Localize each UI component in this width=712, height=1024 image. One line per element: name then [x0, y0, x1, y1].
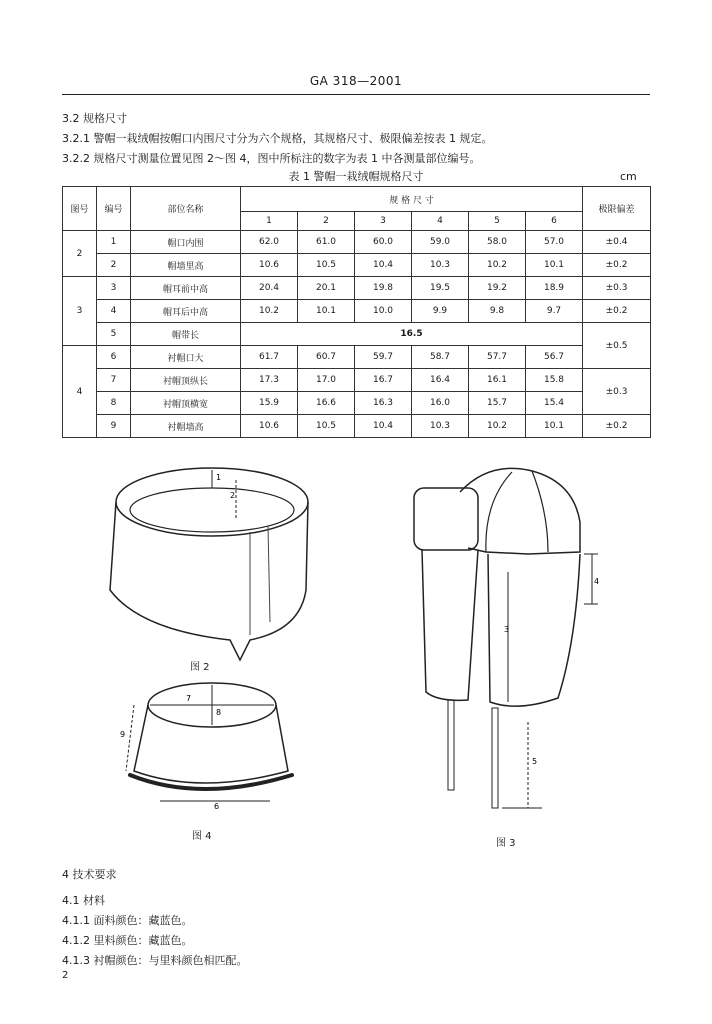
cell-name: 衬帽口大 [131, 346, 241, 369]
fig3-label-5: 5 [532, 757, 538, 766]
cell-value: 59.7 [355, 346, 412, 369]
cell-value: 10.2 [469, 415, 526, 438]
header-spec-col: 1 [241, 212, 298, 231]
section-4-title: 4 技术要求 [62, 868, 117, 881]
cell-tol: ±0.2 [583, 415, 651, 438]
fig2-label-2: 2 [230, 491, 236, 500]
document-header: GA 318—2001 [309, 74, 403, 88]
cell-value: 15.7 [469, 392, 526, 415]
cell-fig: 4 [63, 346, 97, 438]
figure-2-band [100, 460, 320, 673]
cell-tol: ±0.3 [583, 277, 651, 300]
cell-fig: 3 [63, 277, 97, 346]
header-tolerance: 极限偏差 [583, 187, 651, 231]
cell-value: 57.0 [526, 231, 583, 254]
table-row [63, 369, 651, 392]
cell-value: 19.2 [469, 277, 526, 300]
cell-value: 10.3 [412, 415, 469, 438]
header-spec-group: 规 格 尺 寸 [241, 187, 583, 212]
cell-value: 15.8 [526, 369, 583, 392]
cell-tol: ±0.2 [583, 300, 651, 323]
figure-4-caption: 图 4 [192, 831, 212, 842]
cell-value: 10.5 [298, 254, 355, 277]
hat-band-drawing [100, 460, 320, 660]
header-spec-col: 2 [298, 212, 355, 231]
cell-tol: ±0.5 [583, 323, 651, 369]
table-row [63, 254, 651, 277]
table-row [63, 300, 651, 323]
header-rule [62, 94, 650, 95]
fig4-label-8: 8 [216, 708, 222, 717]
cell-value: 10.1 [526, 254, 583, 277]
cell-no: 7 [97, 369, 131, 392]
table-unit: cm [620, 170, 637, 183]
cell-value: 15.4 [526, 392, 583, 415]
table-caption: 表 1 警帽一栽绒帽规格尺寸 [288, 170, 424, 183]
cell-value: 10.1 [526, 415, 583, 438]
cell-value: 10.2 [241, 300, 298, 323]
cell-name: 衬帽墙高 [131, 415, 241, 438]
header-spec-col: 3 [355, 212, 412, 231]
fig4-label-9: 9 [120, 730, 126, 739]
cell-tol: ±0.3 [583, 369, 651, 415]
cell-value: 10.4 [355, 415, 412, 438]
cell-name: 衬帽顶横宽 [131, 392, 241, 415]
cell-value: 19.5 [412, 277, 469, 300]
cell-value: 60.0 [355, 231, 412, 254]
paragraph-4-1-1: 4.1.1 面料颜色：藏蓝色。 [62, 914, 193, 927]
cell-value-merged: 16.5 [241, 323, 583, 346]
cell-value: 15.9 [241, 392, 298, 415]
cell-value: 20.4 [241, 277, 298, 300]
cell-value: 16.3 [355, 392, 412, 415]
cell-value: 10.6 [241, 415, 298, 438]
header-spec-col: 4 [412, 212, 469, 231]
cell-no: 3 [97, 277, 131, 300]
cell-value: 58.7 [412, 346, 469, 369]
cell-value: 10.5 [298, 415, 355, 438]
figure-2-caption: 图 2 [190, 662, 210, 673]
cell-name: 帽口内围 [131, 231, 241, 254]
cell-value: 56.7 [526, 346, 583, 369]
header-item-no: 编号 [97, 187, 131, 231]
cell-value: 17.3 [241, 369, 298, 392]
cell-value: 10.1 [298, 300, 355, 323]
header-spec-col: 6 [526, 212, 583, 231]
cell-name: 衬帽顶纵长 [131, 369, 241, 392]
cell-value: 10.3 [412, 254, 469, 277]
cell-no: 5 [97, 323, 131, 346]
cell-value: 16.4 [412, 369, 469, 392]
cell-value: 61.7 [241, 346, 298, 369]
cell-value: 19.8 [355, 277, 412, 300]
cell-value: 61.0 [298, 231, 355, 254]
figure-4-lining [120, 675, 300, 842]
table-row [63, 392, 651, 415]
cell-tol: ±0.4 [583, 231, 651, 254]
cell-value: 17.0 [298, 369, 355, 392]
table-row [63, 346, 651, 369]
table-row [63, 231, 651, 254]
cell-value: 10.6 [241, 254, 298, 277]
cell-name: 帽带长 [131, 323, 241, 346]
fig4-label-6: 6 [214, 802, 220, 811]
section-3-2-title: 3.2 规格尺寸 [62, 112, 127, 125]
page-number: 2 [62, 970, 69, 981]
cell-value: 18.9 [526, 277, 583, 300]
cell-value: 16.7 [355, 369, 412, 392]
cell-no: 6 [97, 346, 131, 369]
cell-value: 59.0 [412, 231, 469, 254]
cell-value: 10.2 [469, 254, 526, 277]
cell-value: 62.0 [241, 231, 298, 254]
cell-value: 16.6 [298, 392, 355, 415]
spec-table [62, 186, 651, 438]
cell-tol: ±0.2 [583, 254, 651, 277]
cell-name: 帽耳前中高 [131, 277, 241, 300]
cell-name: 帽耳后中高 [131, 300, 241, 323]
cell-value: 9.8 [469, 300, 526, 323]
lining-cap-drawing [120, 675, 300, 810]
header-spec-col: 5 [469, 212, 526, 231]
cell-value: 10.0 [355, 300, 412, 323]
table-row [63, 323, 651, 346]
fig2-label-1: 1 [216, 473, 222, 482]
cell-value: 58.0 [469, 231, 526, 254]
paragraph-3-2-1: 3.2.1 警帽一栽绒帽按帽口内围尺寸分为六个规格，其规格尺寸、极限偏差按表 1 规定。 [62, 132, 493, 145]
cell-value: 9.9 [412, 300, 469, 323]
cap-with-flaps-drawing [408, 462, 608, 834]
cell-value: 57.7 [469, 346, 526, 369]
cell-no: 4 [97, 300, 131, 323]
figure-3-cap [408, 462, 608, 849]
fig3-label-3: 3 [504, 625, 510, 634]
cell-no: 1 [97, 231, 131, 254]
paragraph-3-2-2: 3.2.2 规格尺寸测量位置见图 2～图 4，图中所标注的数字为表 1 中各测量部位编号。 [62, 152, 481, 165]
cell-value: 10.4 [355, 254, 412, 277]
cell-no: 9 [97, 415, 131, 438]
figure-3-caption: 图 3 [496, 838, 516, 849]
cell-name: 帽墙里高 [131, 254, 241, 277]
paragraph-4-1-2: 4.1.2 里料颜色：藏蓝色。 [62, 934, 193, 947]
fig3-label-4: 4 [594, 577, 600, 586]
cell-no: 8 [97, 392, 131, 415]
table-row [63, 277, 651, 300]
header-fig-no: 图号 [63, 187, 97, 231]
paragraph-4-1-3: 4.1.3 衬帽颜色：与里料颜色相匹配。 [62, 954, 248, 967]
cell-fig: 2 [63, 231, 97, 277]
cell-value: 16.1 [469, 369, 526, 392]
section-4-1-title: 4.1 材料 [62, 894, 105, 907]
cell-value: 16.0 [412, 392, 469, 415]
cell-value: 9.7 [526, 300, 583, 323]
header-part-name: 部位名称 [131, 187, 241, 231]
cell-no: 2 [97, 254, 131, 277]
fig4-label-7: 7 [186, 694, 192, 703]
table-row [63, 415, 651, 438]
cell-value: 60.7 [298, 346, 355, 369]
cell-value: 20.1 [298, 277, 355, 300]
